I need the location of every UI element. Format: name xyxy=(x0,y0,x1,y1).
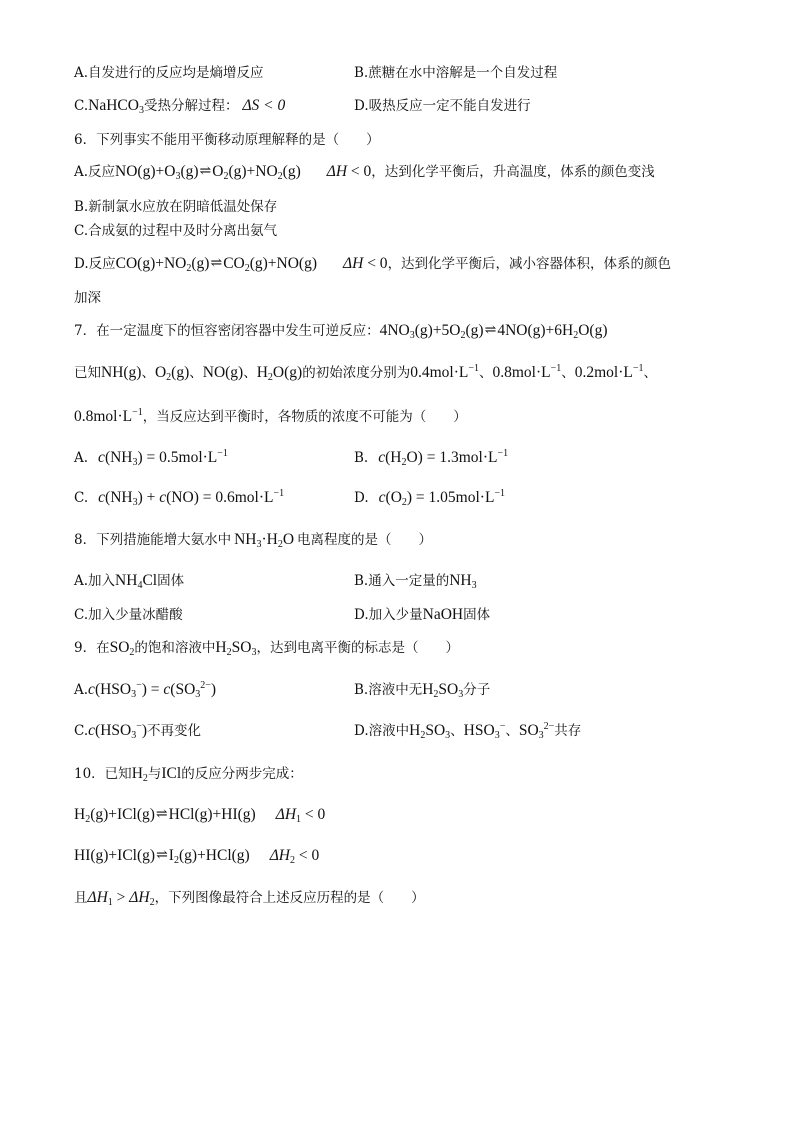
q10-step-1: $H_2(g)+ICl(g)\rightleftharpoons HCl(g)+HI(g) \Delta H_1 < 0$ xyxy=(74,806,326,825)
q10-step-2: $HI(g)+ICl(g)\rightleftharpoons I_2(g)+HCl(g) \Delta H_2 < 0$ xyxy=(74,847,320,866)
q6-stem: 6．下列事实不能用平衡移动原理解释的是（ ） xyxy=(74,132,380,148)
q6-option-b: B.新制氯水应放在阴暗低温处保存 xyxy=(74,199,278,215)
q7-stem-tail: $0.8mol\cdot L^{-1}$，当反应达到平衡时，各物质的浓度不可能为（ ） xyxy=(74,407,467,425)
q5-option-d: D.吸热反应一定不能自发进行 xyxy=(354,98,531,114)
q8-option-c: C.加入少量冰醋酸 xyxy=(74,607,183,623)
q7-option-a: A. $c(NH_3) = 0.5mol\cdot L^{-1}$ xyxy=(74,448,228,468)
q9-option-a: $A.c(HSO_3^-) = c(SO_3^{2-})$ xyxy=(74,680,217,700)
q6-option-a: A.反应$NO(g)+O_3(g)\rightleftharpoons O_2(g)+NO_2(g) \Delta H < 0$，达到化学平衡后，升高温度，体系的颜色变浅 xyxy=(74,163,655,182)
q6-option-c: C.合成氨的过程中及时分离出氨气 xyxy=(74,223,278,239)
q5-option-b: B.蔗糖在水中溶解是一个自发过程 xyxy=(354,65,558,81)
q8-option-d: D.加入少量NaOH固体 xyxy=(354,606,491,623)
q9-stem: 9．在$SO_2$的饱和溶液中$H_2SO_3$，达到电离平衡的标志是（ ） xyxy=(74,639,459,658)
q7-initial-concentrations: 已知NH(g)、$O_2(g)$、NO(g)、$H_2O(g)$的初始浓度分别为$0.4mol\cdot L^{-1}$、$0.8mol\cdot L^{-1}$、$0.2mol\cdot L^{-1}$、 xyxy=(74,363,657,383)
q10-final-question: 且$\Delta H_1 > \Delta H_2$，下列图像最符合上述反应历程的是（ ） xyxy=(74,889,425,908)
q9-option-b: B.溶液中无$H_2SO_3$分子 xyxy=(354,681,491,700)
q7-option-d: D. $c(O_2) = 1.05mol\cdot L^{-1}$ xyxy=(354,488,506,508)
q7-option-c: C. $c(NH_3) + c(NO) = 0.6mol\cdot L^{-1}$ xyxy=(74,488,285,508)
q9-option-c: $C.c(HSO_3^-)$不再变化 xyxy=(74,721,202,741)
q7-stem: 7．在一定温度下的恒容密闭容器中发生可逆反应：$4NO_3(g)+5O_2(g)\rightleftharpoons 4NO(g)+6H_2O(g)$ xyxy=(74,322,608,341)
q5-option-a: A.自发进行的反应均是熵增反应 xyxy=(74,65,264,81)
q9-option-d: D.溶液中$H_2SO_3$、$HSO_3^-$、$SO_3^{2-}$共存 xyxy=(354,721,582,741)
q6-option-d: D.反应$CO(g)+NO_2(g)\rightleftharpoons CO_2(g)+NO(g) \Delta H < 0$，达到化学平衡后，减小容器体积，体系的颜色 xyxy=(74,255,672,274)
q8-option-a: A.加入$NH_4Cl$固体 xyxy=(74,572,185,591)
q6-option-d-continued: 加深 xyxy=(74,290,101,306)
q8-stem: 8．下列措施能增大氨水中 $NH_3\cdot H_2O$ 电离程度的是（ ） xyxy=(74,531,433,550)
q7-option-b: B. $c(H_2O) = 1.3mol\cdot L^{-1}$ xyxy=(354,448,509,468)
q10-stem: 10．已知$H_2$与ICl的反应分两步完成： xyxy=(74,765,303,784)
q5-option-c: C.NaHCO$_3$受热分解过程： ΔS < 0 xyxy=(74,97,286,116)
q8-option-b: B.通入一定量的$NH_3$ xyxy=(354,572,477,591)
